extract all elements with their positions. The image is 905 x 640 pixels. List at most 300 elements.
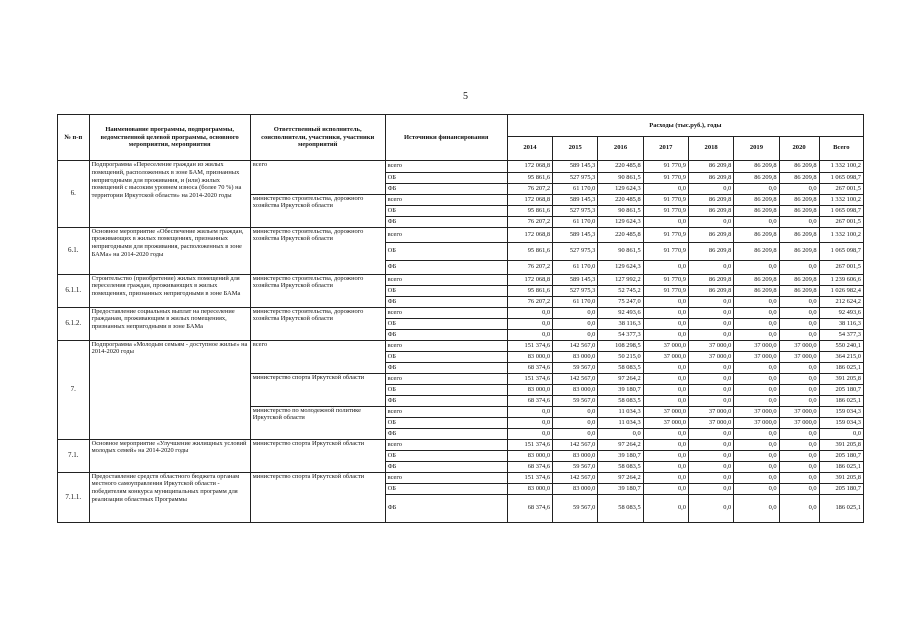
amount-cell: 59 567,0 [553,461,598,472]
amount-cell: 61 170,0 [553,296,598,307]
amount-cell: 52 745,2 [598,285,643,296]
funding-source: ОБ [385,483,507,494]
total-cell: 186 025,1 [819,494,863,522]
header-year: 2014 [507,137,552,161]
amount-cell: 37 000,0 [688,351,733,362]
amount-cell: 37 000,0 [688,417,733,428]
amount-cell: 0,0 [643,373,688,384]
total-cell: 391 205,8 [819,439,863,450]
amount-cell: 142 567,0 [553,472,598,483]
funding-source: всего [385,161,507,173]
amount-cell: 86 209,8 [779,172,819,183]
amount-cell: 0,0 [688,216,733,227]
amount-cell: 38 116,3 [598,318,643,329]
total-cell: 364 215,0 [819,351,863,362]
amount-cell: 90 861,5 [598,242,643,260]
amount-cell: 0,0 [688,362,733,373]
amount-cell: 95 861,6 [507,285,552,296]
amount-cell: 58 083,5 [598,395,643,406]
amount-cell: 0,0 [734,461,779,472]
amount-cell: 86 209,8 [734,227,779,242]
amount-cell: 68 374,6 [507,494,552,522]
amount-cell: 37 000,0 [779,340,819,351]
table-row [58,161,864,173]
total-cell: 159 034,3 [819,406,863,417]
table-row [58,227,864,242]
amount-cell: 61 170,0 [553,260,598,274]
amount-cell: 0,0 [688,329,733,340]
amount-cell: 37 000,0 [734,351,779,362]
funding-source: ОБ [385,285,507,296]
funding-source: ФБ [385,428,507,439]
amount-cell: 0,0 [507,417,552,428]
amount-cell: 527 975,3 [553,172,598,183]
amount-cell: 75 247,0 [598,296,643,307]
total-cell: 205 180,7 [819,450,863,461]
funding-source: ОБ [385,242,507,260]
header-name: Наименование программы, подпрограммы, ведомственной целевой программы, основного мероприятия, мероприятия [89,115,250,161]
amount-cell: 0,0 [688,183,733,194]
amount-cell: 37 000,0 [779,417,819,428]
amount-cell: 86 209,8 [734,274,779,285]
amount-cell: 86 209,8 [688,242,733,260]
amount-cell: 172 068,8 [507,227,552,242]
funding-source: всего [385,439,507,450]
total-cell: 1 065 098,7 [819,242,863,260]
amount-cell: 0,0 [643,483,688,494]
program-name: Предоставление социальных выплат на переселение гражданам, проживающим в жилых помещениях, признанных непригодными в зоне БАМа [89,307,250,340]
funding-source: всего [385,274,507,285]
amount-cell: 86 209,8 [734,194,779,205]
amount-cell: 0,0 [643,494,688,522]
amount-cell: 90 861,5 [598,205,643,216]
header-total: Всего [819,137,863,161]
executor: министерство спорта Иркутской области [250,373,385,406]
amount-cell: 0,0 [734,318,779,329]
amount-cell: 589 145,3 [553,274,598,285]
amount-cell: 0,0 [734,307,779,318]
amount-cell: 0,0 [598,428,643,439]
amount-cell: 97 264,2 [598,373,643,384]
amount-cell: 0,0 [734,329,779,340]
amount-cell: 83 000,0 [553,351,598,362]
amount-cell: 0,0 [688,296,733,307]
amount-cell: 83 000,0 [507,483,552,494]
amount-cell: 37 000,0 [643,406,688,417]
amount-cell: 54 377,3 [598,329,643,340]
amount-cell: 11 034,3 [598,406,643,417]
amount-cell: 68 374,6 [507,362,552,373]
amount-cell: 91 770,9 [643,172,688,183]
total-cell: 1 332 100,2 [819,161,863,173]
amount-cell: 0,0 [553,428,598,439]
amount-cell: 0,0 [507,406,552,417]
amount-cell: 589 145,3 [553,227,598,242]
total-cell: 267 001,5 [819,183,863,194]
amount-cell: 0,0 [734,472,779,483]
amount-cell: 91 770,9 [643,242,688,260]
page-number: 5 [463,91,468,102]
table-row [58,274,864,285]
header-year: 2019 [734,137,779,161]
amount-cell: 0,0 [688,384,733,395]
amount-cell: 0,0 [688,483,733,494]
total-cell: 1 332 100,2 [819,227,863,242]
amount-cell: 220 485,8 [598,161,643,173]
amount-cell: 83 000,0 [553,384,598,395]
row-index: 6. [58,161,90,228]
amount-cell: 142 567,0 [553,439,598,450]
amount-cell: 58 083,5 [598,362,643,373]
amount-cell: 86 209,8 [688,274,733,285]
amount-cell: 86 209,8 [779,205,819,216]
amount-cell: 0,0 [734,428,779,439]
amount-cell: 68 374,6 [507,395,552,406]
amount-cell: 0,0 [779,450,819,461]
amount-cell: 68 374,6 [507,461,552,472]
amount-cell: 86 209,8 [779,161,819,173]
table-body [58,161,864,523]
amount-cell: 83 000,0 [507,450,552,461]
header-year: 2016 [598,137,643,161]
amount-cell: 0,0 [688,450,733,461]
amount-cell: 37 000,0 [734,406,779,417]
table-row [58,472,864,483]
header-year: 2015 [553,137,598,161]
amount-cell: 0,0 [643,216,688,227]
budget-table-container [57,114,864,600]
funding-source: ФБ [385,216,507,227]
total-cell: 1 332 100,2 [819,194,863,205]
funding-source: всего [385,406,507,417]
funding-source: всего [385,373,507,384]
amount-cell: 0,0 [643,384,688,395]
amount-cell: 0,0 [779,329,819,340]
total-cell: 92 493,6 [819,307,863,318]
amount-cell: 0,0 [779,461,819,472]
executor: всего [250,340,385,373]
amount-cell: 0,0 [779,428,819,439]
amount-cell: 58 083,5 [598,461,643,472]
amount-cell: 0,0 [688,439,733,450]
amount-cell: 0,0 [688,428,733,439]
amount-cell: 0,0 [734,216,779,227]
amount-cell: 0,0 [734,183,779,194]
amount-cell: 91 770,9 [643,227,688,242]
amount-cell: 37 000,0 [688,340,733,351]
total-cell: 186 025,1 [819,395,863,406]
amount-cell: 86 209,8 [734,205,779,216]
header-source: Источники финансирования [385,115,507,161]
amount-cell: 37 000,0 [643,340,688,351]
amount-cell: 37 000,0 [734,340,779,351]
amount-cell: 0,0 [643,428,688,439]
funding-source: ОБ [385,205,507,216]
amount-cell: 0,0 [643,307,688,318]
amount-cell: 86 209,8 [779,285,819,296]
funding-source: ФБ [385,395,507,406]
amount-cell: 86 209,8 [688,161,733,173]
amount-cell: 0,0 [734,260,779,274]
header-num: № п-п [58,115,90,161]
amount-cell: 76 207,2 [507,260,552,274]
amount-cell: 0,0 [688,373,733,384]
funding-source: ОБ [385,318,507,329]
amount-cell: 0,0 [734,483,779,494]
executor: министерство по молодежной политике Иркутской области [250,406,385,439]
amount-cell: 589 145,3 [553,194,598,205]
amount-cell: 92 493,6 [598,307,643,318]
budget-table [57,114,864,523]
amount-cell: 0,0 [643,362,688,373]
funding-source: ФБ [385,183,507,194]
amount-cell: 37 000,0 [779,406,819,417]
amount-cell: 151 374,6 [507,340,552,351]
amount-cell: 108 298,5 [598,340,643,351]
amount-cell: 0,0 [734,450,779,461]
amount-cell: 0,0 [779,483,819,494]
amount-cell: 0,0 [688,318,733,329]
amount-cell: 91 770,9 [643,161,688,173]
amount-cell: 86 209,8 [688,194,733,205]
amount-cell: 86 209,8 [779,227,819,242]
total-cell: 186 025,1 [819,362,863,373]
amount-cell: 527 975,3 [553,242,598,260]
funding-source: ФБ [385,494,507,522]
amount-cell: 127 992,2 [598,274,643,285]
amount-cell: 0,0 [779,472,819,483]
amount-cell: 90 861,5 [598,172,643,183]
row-index: 6.1.1. [58,274,90,307]
amount-cell: 0,0 [779,183,819,194]
amount-cell: 220 485,8 [598,194,643,205]
executor: министерство строительства, дорожного хозяйства Иркутской области [250,194,385,227]
amount-cell: 37 000,0 [643,417,688,428]
amount-cell: 0,0 [507,428,552,439]
total-cell: 0,0 [819,428,863,439]
program-name: Подпрограмма «Молодым семьям - доступное жилье» на 2014-2020 годы [89,340,250,439]
amount-cell: 0,0 [779,296,819,307]
amount-cell: 0,0 [507,318,552,329]
total-cell: 54 377,3 [819,329,863,340]
amount-cell: 0,0 [779,307,819,318]
row-index: 6.1.2. [58,307,90,340]
amount-cell: 151 374,6 [507,373,552,384]
amount-cell: 0,0 [779,260,819,274]
funding-source: ФБ [385,362,507,373]
amount-cell: 86 209,8 [779,274,819,285]
funding-source: ОБ [385,351,507,362]
amount-cell: 86 209,8 [688,205,733,216]
total-cell: 1 239 606,6 [819,274,863,285]
amount-cell: 37 000,0 [734,417,779,428]
amount-cell: 142 567,0 [553,340,598,351]
amount-cell: 0,0 [779,439,819,450]
amount-cell: 39 180,7 [598,384,643,395]
amount-cell: 86 209,8 [734,172,779,183]
row-index: 7. [58,340,90,439]
total-cell: 391 205,8 [819,373,863,384]
amount-cell: 527 975,3 [553,285,598,296]
row-index: 7.1.1. [58,472,90,522]
amount-cell: 39 180,7 [598,450,643,461]
program-name: Строительство (приобретение) жилых помещений для переселения граждан, проживающих в жилых помещениях, признанных непригодными в зоне БАМа [89,274,250,307]
executor: министерство спорта Иркутской области [250,472,385,522]
funding-source: ОБ [385,450,507,461]
amount-cell: 37 000,0 [643,351,688,362]
amount-cell: 76 207,2 [507,216,552,227]
amount-cell: 151 374,6 [507,439,552,450]
amount-cell: 589 145,3 [553,161,598,173]
amount-cell: 95 861,6 [507,242,552,260]
amount-cell: 95 861,6 [507,205,552,216]
table-row [58,439,864,450]
total-cell: 212 624,2 [819,296,863,307]
executor: министерство спорта Иркутской области [250,439,385,472]
table-header [58,115,864,161]
amount-cell: 58 083,5 [598,494,643,522]
amount-cell: 172 068,8 [507,274,552,285]
total-cell: 159 034,3 [819,417,863,428]
amount-cell: 86 209,8 [734,242,779,260]
amount-cell: 0,0 [779,318,819,329]
total-cell: 1 065 098,7 [819,172,863,183]
funding-source: ФБ [385,296,507,307]
total-cell: 391 205,8 [819,472,863,483]
amount-cell: 0,0 [688,461,733,472]
funding-source: ОБ [385,172,507,183]
total-cell: 186 025,1 [819,461,863,472]
total-cell: 550 240,1 [819,340,863,351]
amount-cell: 142 567,0 [553,373,598,384]
amount-cell: 61 170,0 [553,216,598,227]
total-cell: 267 001,5 [819,216,863,227]
amount-cell: 0,0 [643,318,688,329]
funding-source: ОБ [385,417,507,428]
amount-cell: 76 207,2 [507,183,552,194]
amount-cell: 0,0 [553,406,598,417]
amount-cell: 61 170,0 [553,183,598,194]
amount-cell: 37 000,0 [688,406,733,417]
funding-source: ФБ [385,260,507,274]
funding-source: всего [385,340,507,351]
funding-source: всего [385,472,507,483]
total-cell: 1 065 098,7 [819,205,863,216]
amount-cell: 83 000,0 [507,384,552,395]
funding-source: всего [385,194,507,205]
amount-cell: 95 861,6 [507,172,552,183]
executor: всего [250,161,385,195]
amount-cell: 59 567,0 [553,362,598,373]
table-row [58,307,864,318]
funding-source: ОБ [385,384,507,395]
amount-cell: 0,0 [643,183,688,194]
total-cell: 267 001,5 [819,260,863,274]
amount-cell: 527 975,3 [553,205,598,216]
amount-cell: 172 068,8 [507,194,552,205]
header-year: 2017 [643,137,688,161]
amount-cell: 0,0 [734,395,779,406]
total-cell: 38 116,3 [819,318,863,329]
amount-cell: 0,0 [643,329,688,340]
amount-cell: 0,0 [779,395,819,406]
row-index: 6.1. [58,227,90,274]
amount-cell: 0,0 [688,260,733,274]
amount-cell: 91 770,9 [643,194,688,205]
amount-cell: 0,0 [688,307,733,318]
amount-cell: 0,0 [779,494,819,522]
amount-cell: 50 215,0 [598,351,643,362]
amount-cell: 59 567,0 [553,395,598,406]
amount-cell: 0,0 [643,472,688,483]
row-index: 7.1. [58,439,90,472]
amount-cell: 0,0 [779,384,819,395]
amount-cell: 0,0 [643,395,688,406]
amount-cell: 0,0 [507,307,552,318]
amount-cell: 83 000,0 [507,351,552,362]
amount-cell: 0,0 [553,417,598,428]
amount-cell: 0,0 [779,362,819,373]
funding-source: всего [385,227,507,242]
amount-cell: 91 770,9 [643,274,688,285]
executor: министерство строительства, дорожного хозяйства Иркутской области [250,274,385,307]
amount-cell: 220 485,8 [598,227,643,242]
program-name: Предоставление средств областного бюджета органам местного самоуправления Иркутской области - победителям конкурса муниципальных программ для реализации областных Программы [89,472,250,522]
amount-cell: 86 209,8 [734,285,779,296]
amount-cell: 0,0 [688,395,733,406]
header-executor: Ответственный исполнитель, соисполнители, участники, участники мероприятий [250,115,385,161]
total-cell: 1 026 982,4 [819,285,863,296]
amount-cell: 129 624,3 [598,260,643,274]
amount-cell: 97 264,2 [598,472,643,483]
amount-cell: 0,0 [643,439,688,450]
amount-cell: 86 209,8 [688,172,733,183]
amount-cell: 83 000,0 [553,483,598,494]
header-year: 2020 [779,137,819,161]
funding-source: ФБ [385,329,507,340]
program-name: Основное мероприятие «Улучшение жилищных условий молодых семей» на 2014-2020 годы [89,439,250,472]
amount-cell: 172 068,8 [507,161,552,173]
amount-cell: 0,0 [734,384,779,395]
amount-cell: 39 180,7 [598,483,643,494]
executor: министерство строительства, дорожного хозяйства Иркутской области [250,307,385,340]
amount-cell: 37 000,0 [779,351,819,362]
total-cell: 205 180,7 [819,483,863,494]
amount-cell: 0,0 [553,307,598,318]
amount-cell: 0,0 [734,494,779,522]
table-row [58,340,864,351]
amount-cell: 0,0 [734,362,779,373]
program-name: Основное мероприятие «Обеспечение жильем граждан, проживающих в жилых помещениях, признанных непригодными для проживания, расположенных в зоне БАМа» на 2014-2020 годы [89,227,250,274]
amount-cell: 86 209,8 [734,161,779,173]
amount-cell: 129 624,3 [598,216,643,227]
amount-cell: 11 034,3 [598,417,643,428]
amount-cell: 151 374,6 [507,472,552,483]
amount-cell: 86 209,8 [779,194,819,205]
executor: министерство строительства, дорожного хозяйства Иркутской области [250,227,385,274]
amount-cell: 0,0 [643,260,688,274]
header-expenses: Расходы (тыс.руб.), годы [507,115,863,137]
amount-cell: 0,0 [553,329,598,340]
amount-cell: 86 209,8 [688,227,733,242]
program-name: Подпрограмма «Переселение граждан из жилых помещений, расположенных в зоне БАМ, признанных непригодными для проживания, и (или) жилых помещений с высоким уровнем износа (более 70 %) на территории Иркутской области» на 2014-2020 годы [89,161,250,228]
amount-cell: 59 567,0 [553,494,598,522]
total-cell: 205 180,7 [819,384,863,395]
amount-cell: 97 264,2 [598,439,643,450]
amount-cell: 0,0 [734,296,779,307]
amount-cell: 91 770,9 [643,285,688,296]
amount-cell: 0,0 [779,216,819,227]
